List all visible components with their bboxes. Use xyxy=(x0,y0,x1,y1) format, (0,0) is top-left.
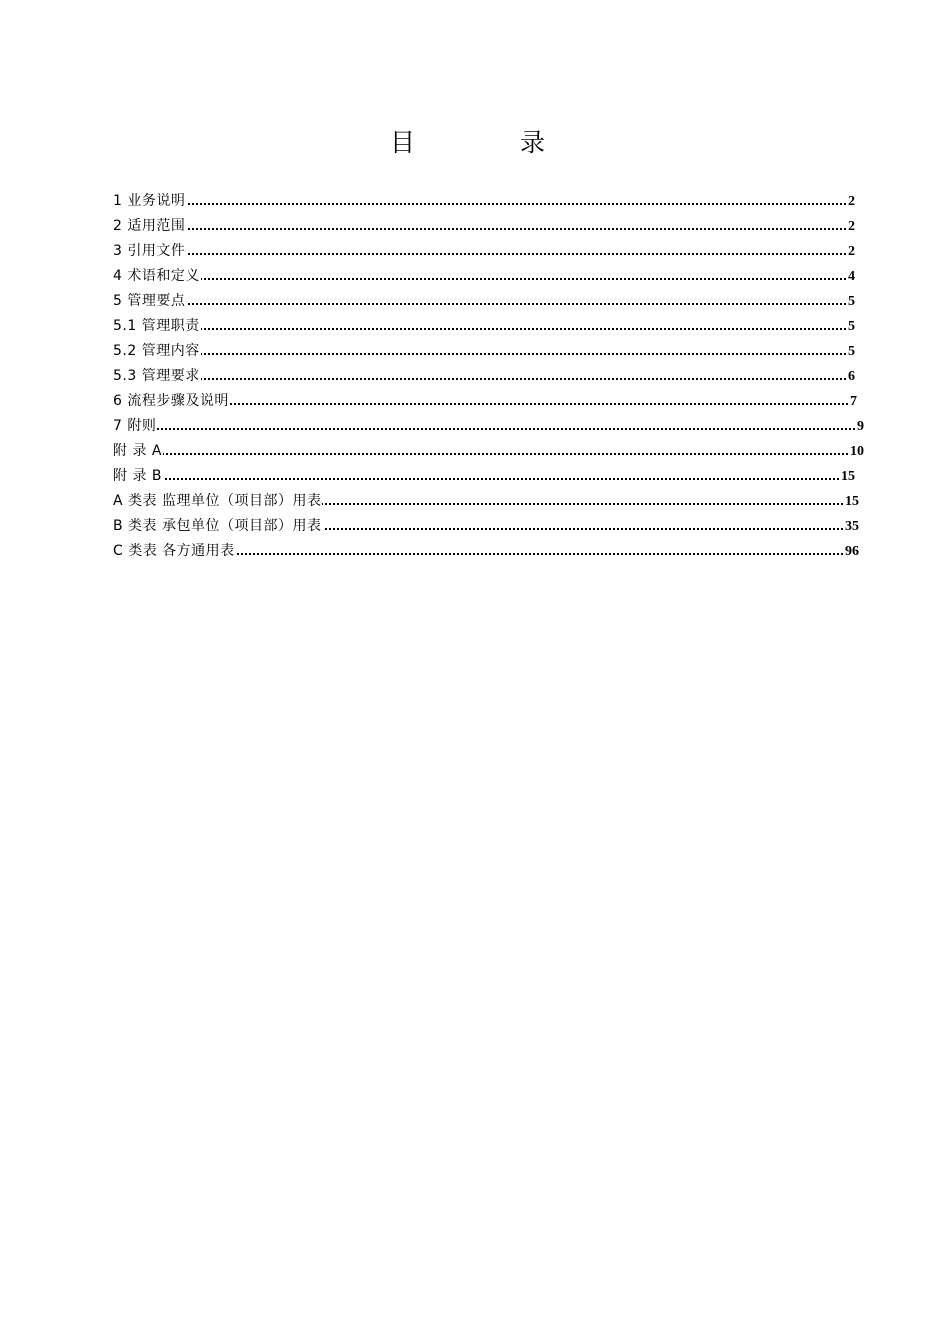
toc-entry-page: 5 xyxy=(847,289,855,314)
toc-entry-page: 96 xyxy=(844,539,859,564)
toc-entry[interactable] xyxy=(113,539,873,564)
toc-entry-page: 15 xyxy=(844,489,859,514)
toc-entry-label: 5.3 管理要求 xyxy=(113,364,201,389)
toc-leader xyxy=(113,203,846,205)
toc-entry[interactable] xyxy=(113,189,873,214)
toc-entry[interactable] xyxy=(113,489,873,514)
toc-leader xyxy=(113,328,846,330)
toc-entry-page: 2 xyxy=(847,189,855,214)
toc-title: 目 录 xyxy=(389,128,585,157)
toc-leader xyxy=(113,303,846,305)
toc-leader xyxy=(113,353,846,355)
toc-entry-page: 5 xyxy=(847,314,855,339)
toc-entry-label: 5.2 管理内容 xyxy=(113,339,201,364)
toc-entry[interactable] xyxy=(113,339,873,364)
toc-entry-page: 15 xyxy=(840,464,855,489)
toc-entry-label: 2 适用范围 xyxy=(113,214,186,239)
toc-entry[interactable] xyxy=(113,214,873,239)
toc-entry-label: A 类表 监理单位（项目部）用表 xyxy=(113,489,322,514)
toc-leader xyxy=(113,478,839,480)
toc-entry[interactable] xyxy=(113,389,873,414)
toc-entry-label: 3 引用文件 xyxy=(113,239,186,264)
toc-entry-page: 10 xyxy=(849,439,864,464)
toc-entry[interactable] xyxy=(113,414,873,439)
toc-entry-label: B 类表 承包单位（项目部）用表 xyxy=(113,514,323,539)
toc-entry-page: 9 xyxy=(856,414,864,439)
toc-leader xyxy=(113,453,848,455)
toc-entry-label: 附 录 B xyxy=(113,464,163,489)
toc-entry-label: 5.1 管理职责 xyxy=(113,314,201,339)
toc-entry-page: 4 xyxy=(847,264,855,289)
toc-entry[interactable] xyxy=(113,364,873,389)
toc-leader xyxy=(113,278,846,280)
toc-entry-page: 2 xyxy=(847,214,855,239)
toc-entry-label: 6 流程步骤及说明 xyxy=(113,389,230,414)
toc-entry[interactable] xyxy=(113,464,873,489)
toc-entry-label: 1 业务说明 xyxy=(113,189,186,214)
toc-entry-page: 7 xyxy=(849,389,857,414)
toc-entry[interactable] xyxy=(113,289,873,314)
toc-entry-page: 6 xyxy=(847,364,855,389)
toc-entry-label: 4 术语和定义 xyxy=(113,264,201,289)
toc-entry-label: 附 录 A xyxy=(113,439,163,464)
toc-entry[interactable] xyxy=(113,264,873,289)
toc-entry[interactable] xyxy=(113,439,873,464)
toc-entry[interactable] xyxy=(113,239,873,264)
toc-entry[interactable] xyxy=(113,514,873,539)
toc-entry[interactable] xyxy=(113,314,873,339)
toc-entry-label: 7 附则 xyxy=(113,414,157,439)
toc-entry-page: 35 xyxy=(844,514,859,539)
toc-leader xyxy=(113,228,846,230)
toc-entry-page: 2 xyxy=(847,239,855,264)
toc-entry-page: 5 xyxy=(847,339,855,364)
toc-leader xyxy=(113,428,855,430)
toc-list xyxy=(113,189,873,564)
toc-entry-label: 5 管理要点 xyxy=(113,289,186,314)
toc-leader xyxy=(113,253,846,255)
toc-entry-label: C 类表 各方通用表 xyxy=(113,539,236,564)
toc-leader xyxy=(113,378,846,380)
